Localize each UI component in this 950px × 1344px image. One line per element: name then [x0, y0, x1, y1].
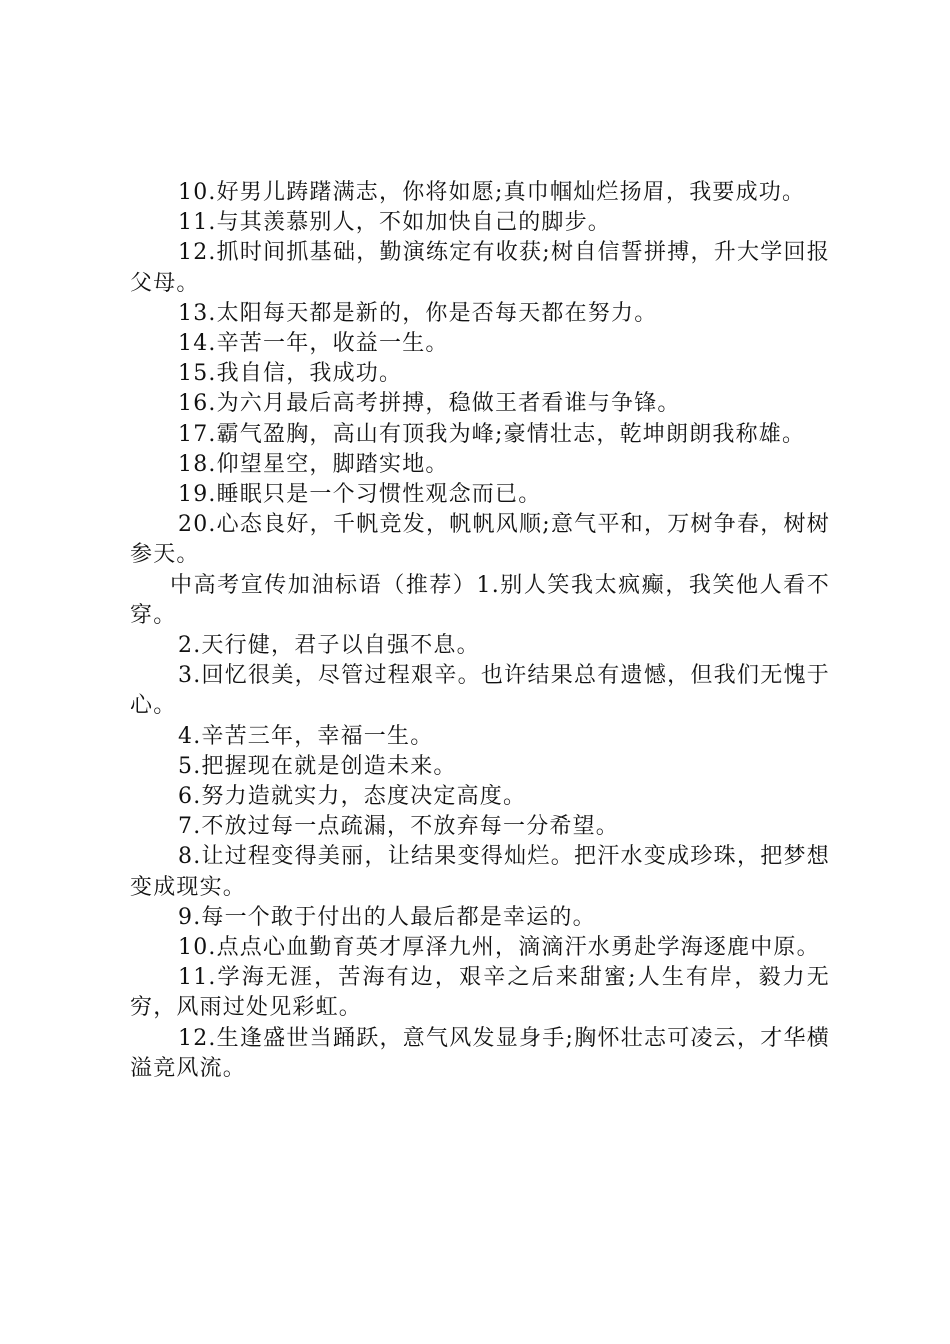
paragraph: 10.好男儿踌躇满志，你将如愿;真巾帼灿烂扬眉，我要成功。	[178, 180, 806, 205]
paragraph: 17.霸气盈胸，高山有顶我为峰;豪情壮志，乾坤朗朗我称雄。	[178, 421, 806, 447]
paragraph: 11.与其羡慕别人，不如加快自己的脚步。	[178, 210, 611, 236]
paragraph: 13.太阳每天都是新的，你是否每天都在努力。	[178, 300, 658, 326]
paragraph: 12.抓时间抓基础，勤演练定有收获;树自信誓拼搏，升大学回报父母。	[130, 240, 830, 296]
paragraph: 6.努力造就实力，态度决定高度。	[178, 784, 527, 810]
paragraph: 12.生逢盛世当踊跃，意气风发显身手;胸怀壮志可凌云，才华横溢竞风流。	[130, 1025, 830, 1081]
paragraph: 20.心态良好，千帆竞发，帆帆风顺;意气平和，万树争春，树树参天。	[130, 512, 830, 568]
paragraph: 18.仰望星空，脚踏实地。	[178, 451, 449, 477]
paragraph: 7.不放过每一点疏漏，不放弃每一分希望。	[178, 814, 619, 840]
paragraph: 5.把握现在就是创造未来。	[178, 753, 457, 779]
paragraph: 16.为六月最后高考拼搏，稳做王者看谁与争锋。	[178, 391, 681, 417]
document-body	[130, 178, 830, 1084]
paragraph: 4.辛苦三年，幸福一生。	[178, 723, 434, 749]
paragraph: 19.睡眠只是一个习惯性观念而已。	[178, 482, 542, 508]
paragraph: 9.每一个敢于付出的人最后都是幸运的。	[178, 904, 596, 930]
paragraph: 14.辛苦一年，收益一生。	[178, 331, 449, 357]
paragraph: 2.天行健，君子以自强不息。	[178, 633, 480, 659]
paragraph: 11.学海无涯，苦海有边，艰辛之后来甜蜜;人生有岸，毅力无穷，风雨过处见彩虹。	[130, 965, 830, 1021]
paragraph: 3.回忆很美，尽管过程艰辛。也许结果总有遗憾，但我们无愧于心。	[130, 663, 830, 719]
paragraph: 10.点点心血勤育英才厚泽九州，滴滴汗水勇赴学海逐鹿中原。	[178, 935, 820, 961]
section-heading-paragraph: 中高考宣传加油标语（推荐）1.别人笑我太疯癫，我笑他人看不穿。	[130, 572, 830, 628]
paragraph: 15.我自信，我成功。	[178, 361, 403, 387]
paragraph: 8.让过程变得美丽，让结果变得灿烂。把汗水变成珍珠，把梦想变成现实。	[130, 844, 830, 900]
